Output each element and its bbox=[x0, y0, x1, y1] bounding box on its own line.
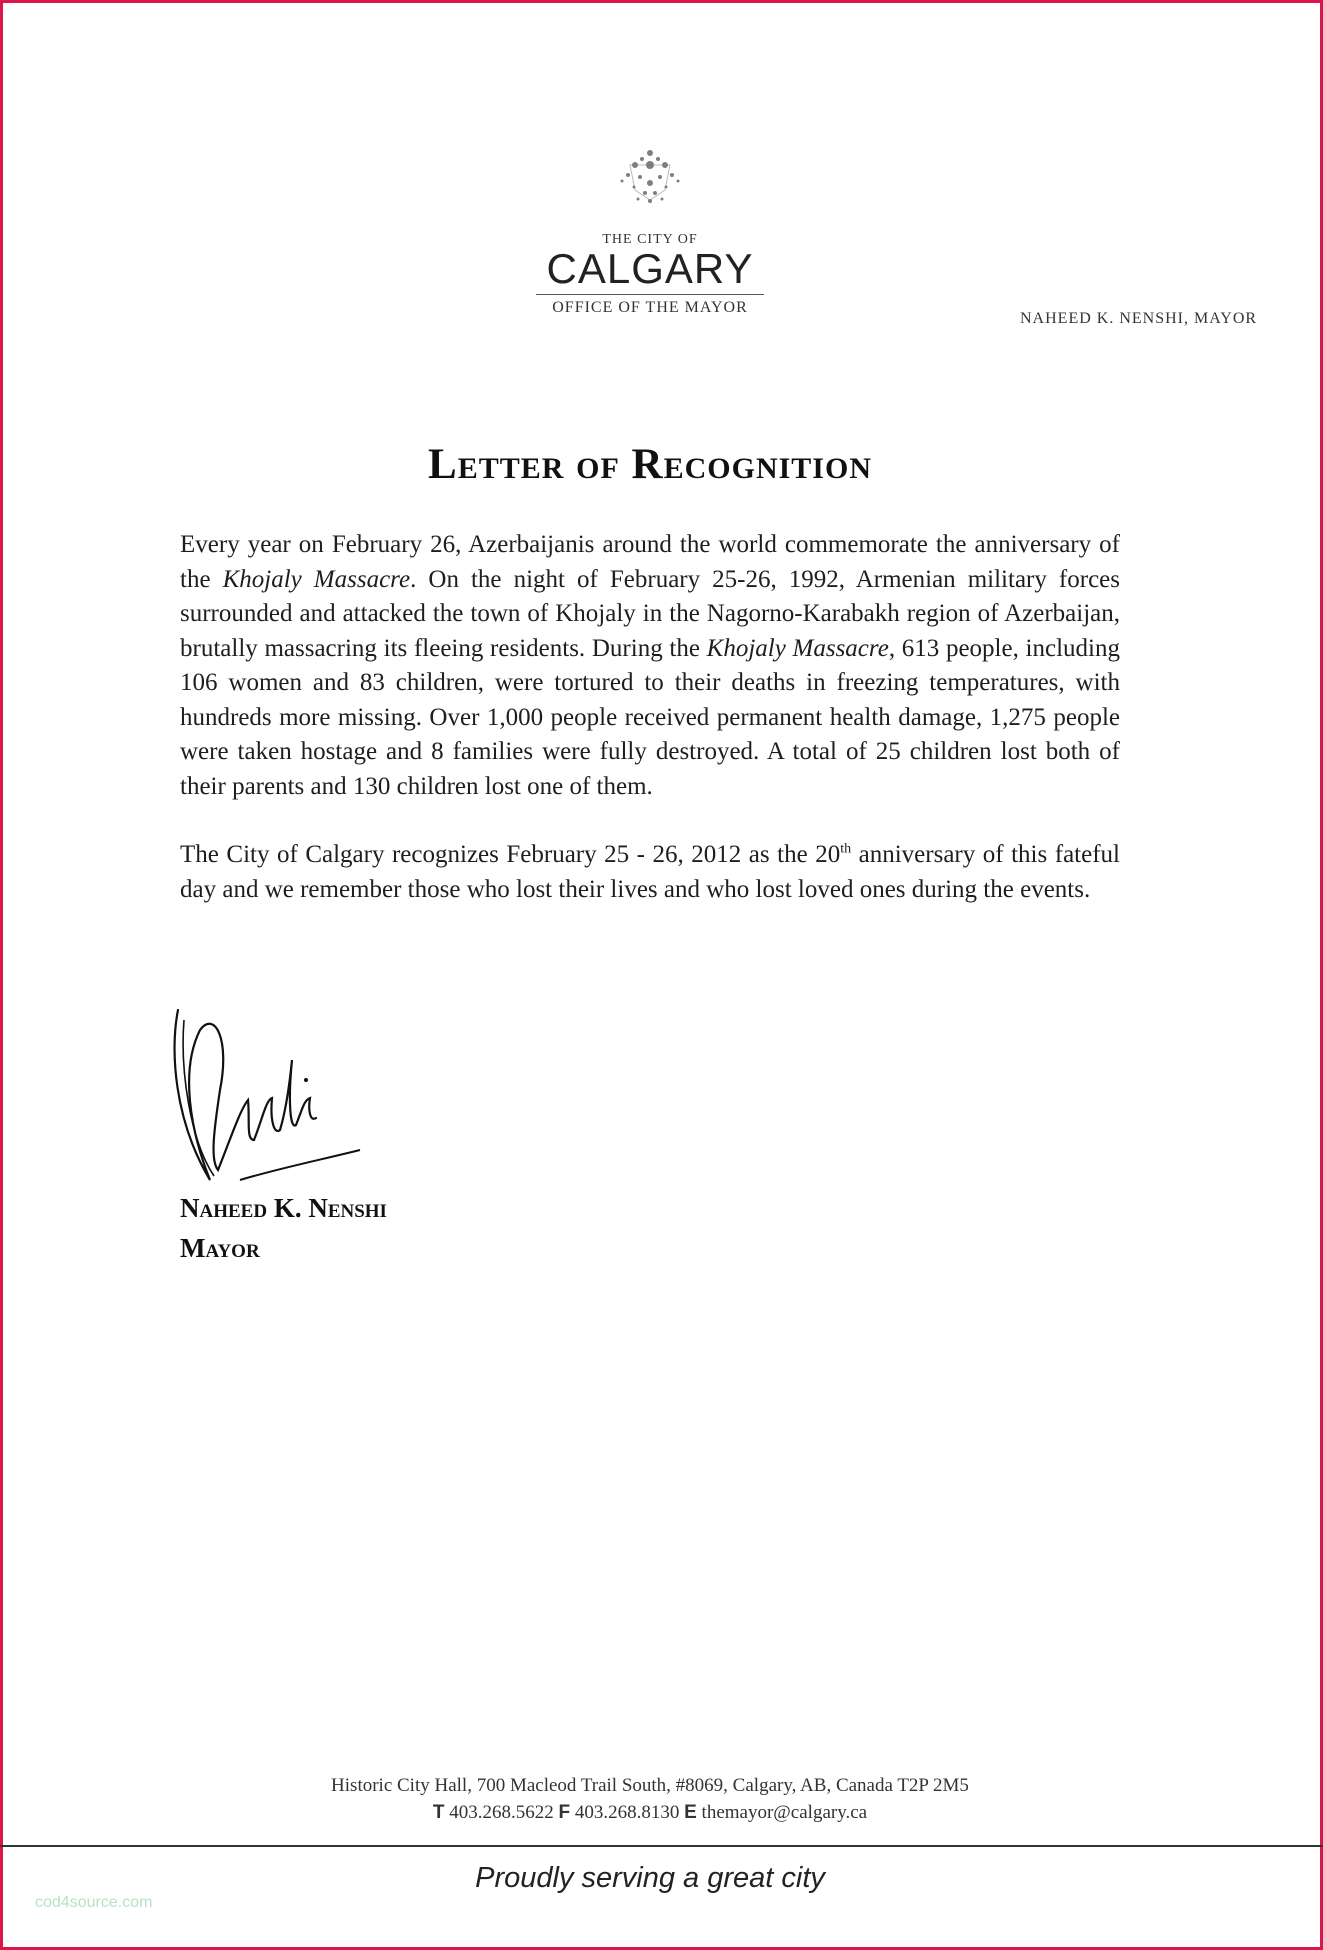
city-letterhead bbox=[530, 232, 770, 317]
site-watermark: cod4source.com bbox=[35, 1894, 153, 1911]
footer-contact-line bbox=[0, 1799, 1300, 1826]
footer-address-line: Historic City Hall, 700 Macleod Trail South, #8069, Calgary, AB, Canada T2P 2M5 bbox=[331, 1775, 969, 1796]
p1-text-b: . On the night of February 25-26, 1992, Armenian military forces surrounded and attacked the town of Khojaly in the Nagorno-Karabakh region of Azerbaijan, brutally massacring its fleeing residents. During the bbox=[180, 565, 1120, 662]
signature bbox=[170, 990, 380, 1190]
email-label: E bbox=[684, 1802, 697, 1823]
letterhead-rule bbox=[536, 294, 764, 295]
phone-number: 403.268.5622 bbox=[449, 1802, 554, 1823]
signatory-name: Naheed K. Nenshi bbox=[180, 1193, 387, 1223]
signature-block bbox=[180, 1188, 387, 1268]
p2-text-a: The City of Calgary recognizes February 25 - 26, 2012 as the 20 bbox=[180, 841, 841, 868]
city-name: CALGARY bbox=[546, 245, 754, 292]
phone-label: T bbox=[432, 1802, 445, 1823]
city-of-label: THE CITY OF bbox=[602, 232, 698, 247]
p2-text-b: anniversary of this fateful day and we remember those who lost their lives and who lost loved ones during the events. bbox=[180, 841, 1120, 903]
signatory-title: Mayor bbox=[180, 1233, 260, 1263]
p1-text-c: , 613 people, including 106 women and 83 children, were tortured to their deaths in freezing temperatures, with hundreds more missing. Over 1,000 people received permanent health damage, 1,275 people were taken hostage and 8 families were fully destroyed. A total of 25 children lost both of their parents and 130 children lost one of them. bbox=[180, 634, 1120, 800]
paragraph-2 bbox=[180, 838, 1120, 907]
footer-contact bbox=[0, 1772, 1300, 1826]
email-address: themayor@calgary.ca bbox=[701, 1802, 868, 1823]
mayor-header-name: NAHEED K. NENSHI, MAYOR bbox=[1020, 310, 1258, 327]
fax-label: F bbox=[558, 1802, 571, 1823]
ordinal-suffix: th bbox=[840, 841, 852, 857]
fax-number: 403.268.8130 bbox=[574, 1802, 680, 1823]
document-title: Letter of Recognition bbox=[428, 441, 872, 488]
letter-body bbox=[180, 528, 1120, 907]
city-crest-icon bbox=[590, 135, 710, 235]
footer-tagline: Proudly serving a great city bbox=[475, 1862, 825, 1894]
p1-emphasis-1: Khojaly Massacre bbox=[222, 565, 411, 593]
office-label: OFFICE OF THE MAYOR bbox=[552, 299, 748, 316]
paragraph-1 bbox=[180, 528, 1120, 804]
p1-text-a: Every year on February 26, Azerbaijanis around the world commemorate the anniversary of the bbox=[180, 531, 1120, 593]
footer-divider bbox=[0, 1845, 1323, 1847]
p1-emphasis-2: Khojaly Massacre bbox=[706, 634, 889, 662]
